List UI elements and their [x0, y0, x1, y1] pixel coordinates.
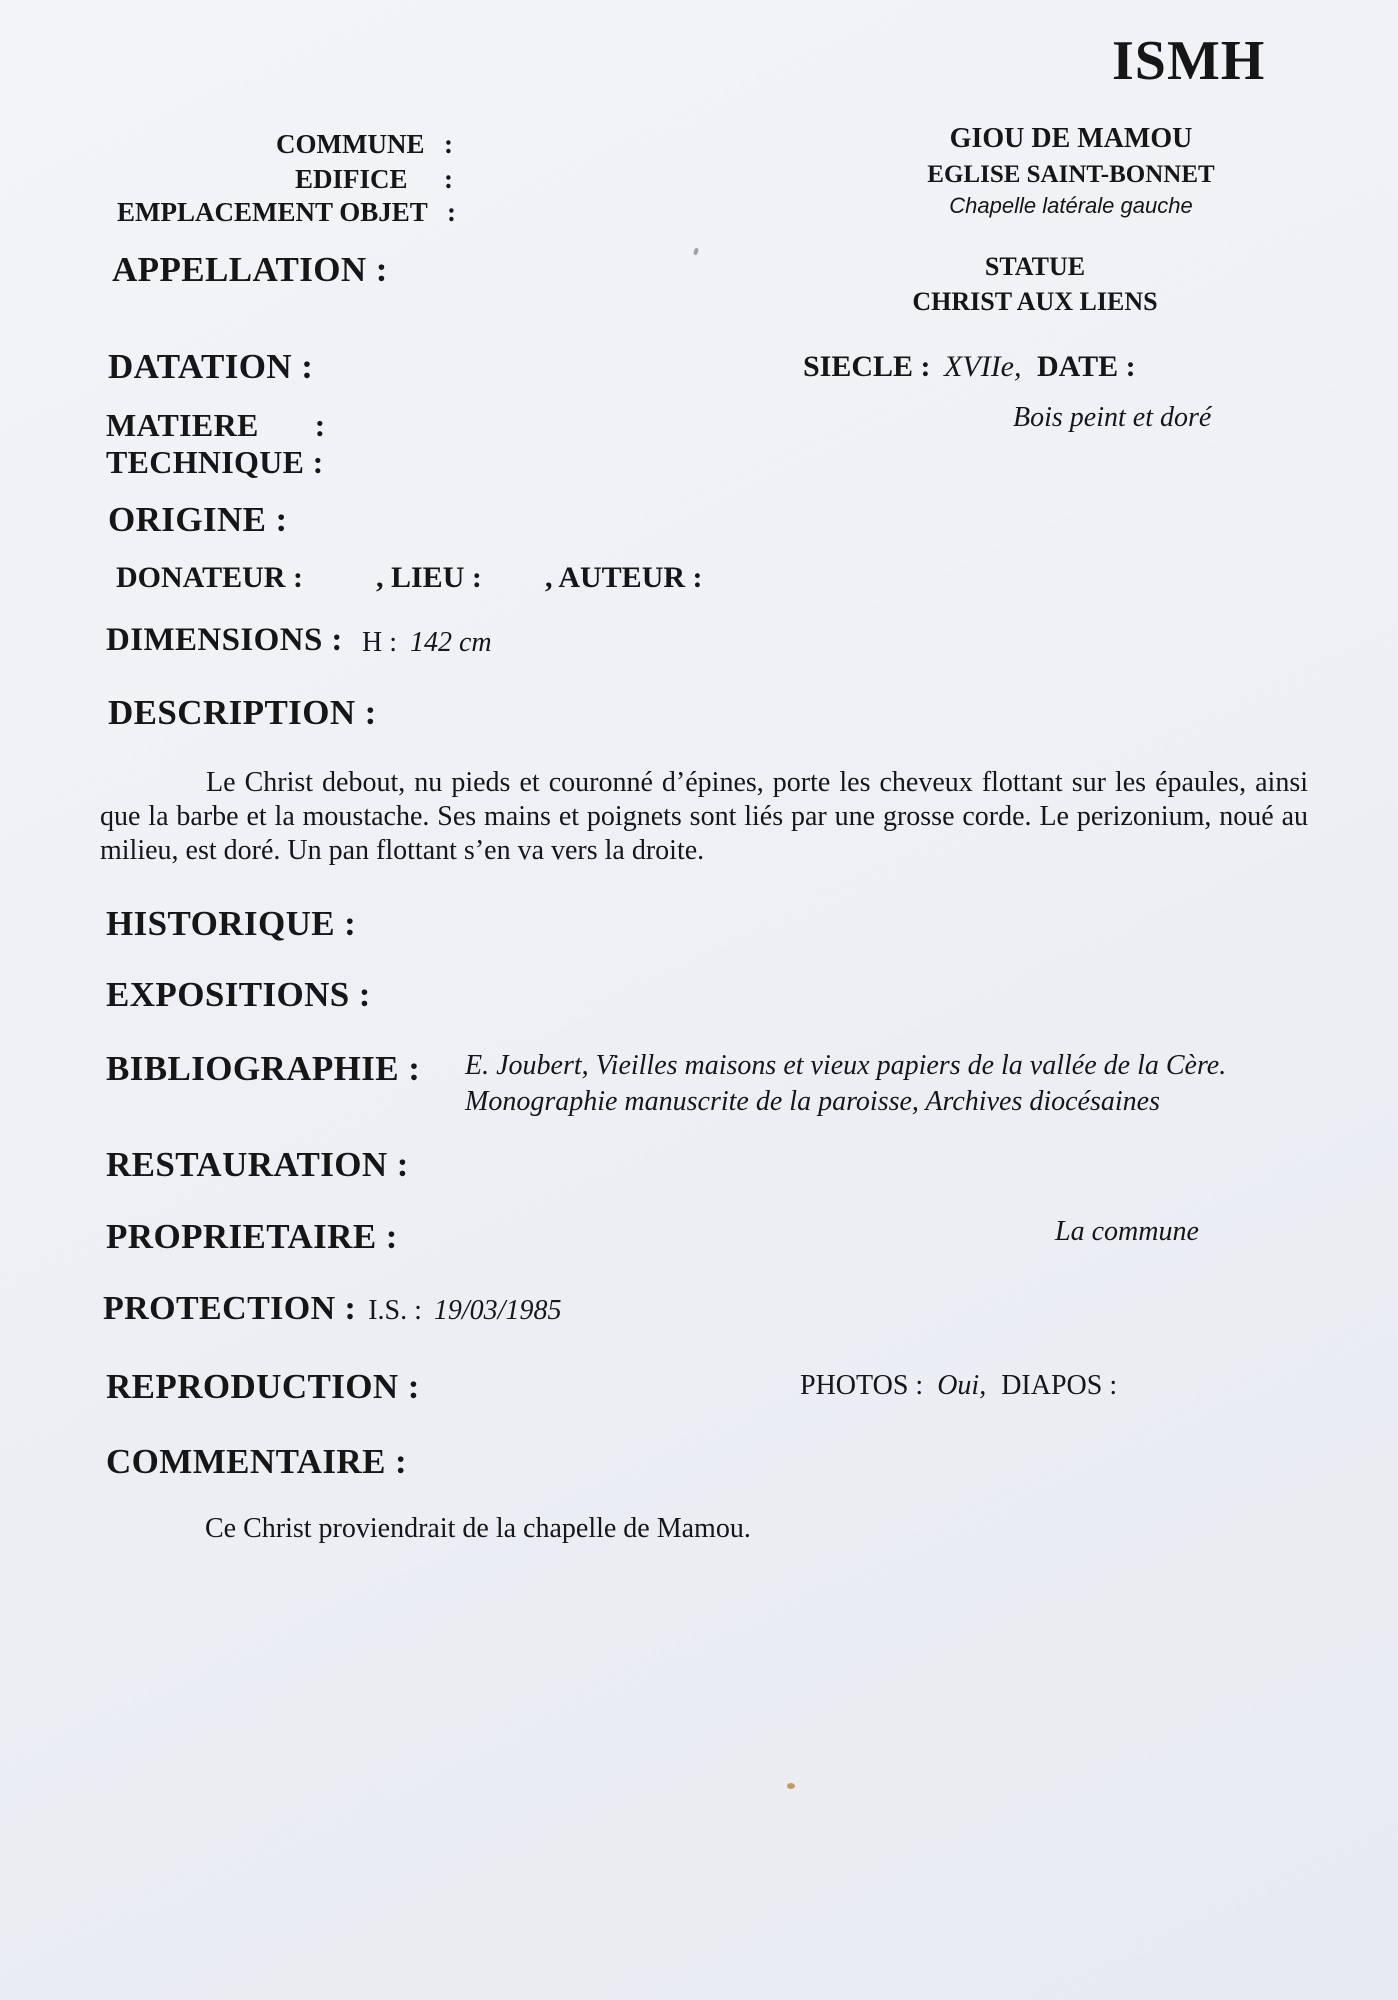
- matiere-label: [106, 409, 326, 441]
- emplacement-label: EMPLACEMENT OBJET: [117, 197, 428, 227]
- commune-value: GIOU DE MAMOU: [949, 123, 1193, 154]
- photos-value: Oui,: [937, 1370, 987, 1401]
- edifice-colon: :: [444, 164, 453, 194]
- commentaire-label: COMMENTAIRE :: [106, 1442, 408, 1481]
- dimensions-h-value: 142 cm: [410, 627, 492, 658]
- siecle-value: XVIIe,: [944, 350, 1022, 383]
- historique-label: HISTORIQUE :: [106, 904, 357, 943]
- matiere-value: Bois peint et doré: [1013, 402, 1212, 433]
- appellation-label: APPELLATION :: [112, 250, 388, 289]
- matiere-word: MATIERE: [106, 407, 259, 443]
- bibliographie-line1: E. Joubert, Vieilles maisons et vieux papiers de la vallée de la Cère.: [465, 1050, 1227, 1081]
- bibliographie-label: BIBLIOGRAPHIE :: [106, 1049, 421, 1088]
- protection-is-label: I.S. :: [368, 1295, 422, 1326]
- dimensions-label: DIMENSIONS :: [106, 622, 343, 658]
- ismh-mark: ISMH: [1112, 30, 1266, 92]
- edifice-value: EGLISE SAINT-BONNET: [927, 161, 1215, 188]
- appellation-value-line1: STATUE: [984, 252, 1086, 281]
- commune-label: COMMUNE: [276, 129, 425, 159]
- emplacement-value: Chapelle latérale gauche: [949, 193, 1193, 218]
- reproduction-label: REPRODUCTION :: [106, 1367, 420, 1406]
- photos-label: PHOTOS :: [800, 1370, 924, 1401]
- restauration-label: RESTAURATION :: [106, 1145, 409, 1184]
- protection-is-value: 19/03/1985: [433, 1295, 562, 1326]
- scan-speck-tick: [693, 248, 699, 256]
- proprietaire-label: PROPRIETAIRE :: [106, 1217, 398, 1256]
- diapos-label: DIAPOS :: [1001, 1370, 1118, 1401]
- protection-label: PROTECTION :: [103, 1290, 357, 1327]
- bibliographie-line2: Monographie manuscrite de la paroisse, Archives diocésaines: [465, 1086, 1160, 1117]
- commentaire-text: Ce Christ proviendrait de la chapelle de Mamou.: [205, 1513, 751, 1544]
- siecle-label: SIECLE :: [803, 350, 931, 383]
- photos-line: [800, 1372, 1117, 1400]
- appellation-value: [860, 0, 1210, 315]
- emplacement-colon: :: [447, 197, 456, 227]
- lieu-label: , LIEU :: [376, 561, 482, 594]
- dimensions-value: [362, 629, 492, 657]
- protection-line: [103, 1292, 561, 1326]
- auteur-label: , AUTEUR :: [545, 561, 703, 594]
- origine-label: ORIGINE :: [108, 500, 288, 539]
- date-label: DATE :: [1037, 350, 1136, 383]
- matiere-colon: :: [314, 407, 326, 443]
- description-text: Le Christ debout, nu pieds et couronné d’épines, porte les cheveux flottant sur les épaules, ainsi que la barbe et la moustache. Ses mains et poignets sont liés par une grosse corde. Le perizonium, noué au milieu, est doré. Un pan flottant s’en va vers la droite.: [100, 767, 1308, 866]
- edifice-label: EDIFICE: [295, 164, 408, 194]
- expositions-label: EXPOSITIONS :: [106, 975, 371, 1014]
- siecle-line: [803, 352, 1136, 382]
- proprietaire-value: La commune: [1055, 1216, 1199, 1247]
- donateur-label: DONATEUR :: [116, 561, 303, 594]
- scan-speck-gold: [787, 1783, 795, 1789]
- bibliographie-text: [465, 1048, 1226, 1120]
- dimensions-h-label: H :: [362, 627, 397, 658]
- technique-label: TECHNIQUE :: [106, 444, 324, 480]
- commune-colon: :: [444, 129, 453, 159]
- datation-label: DATATION :: [108, 347, 314, 386]
- description-label: DESCRIPTION :: [108, 693, 377, 732]
- appellation-value-line2: CHRIST AUX LIENS: [912, 287, 1158, 316]
